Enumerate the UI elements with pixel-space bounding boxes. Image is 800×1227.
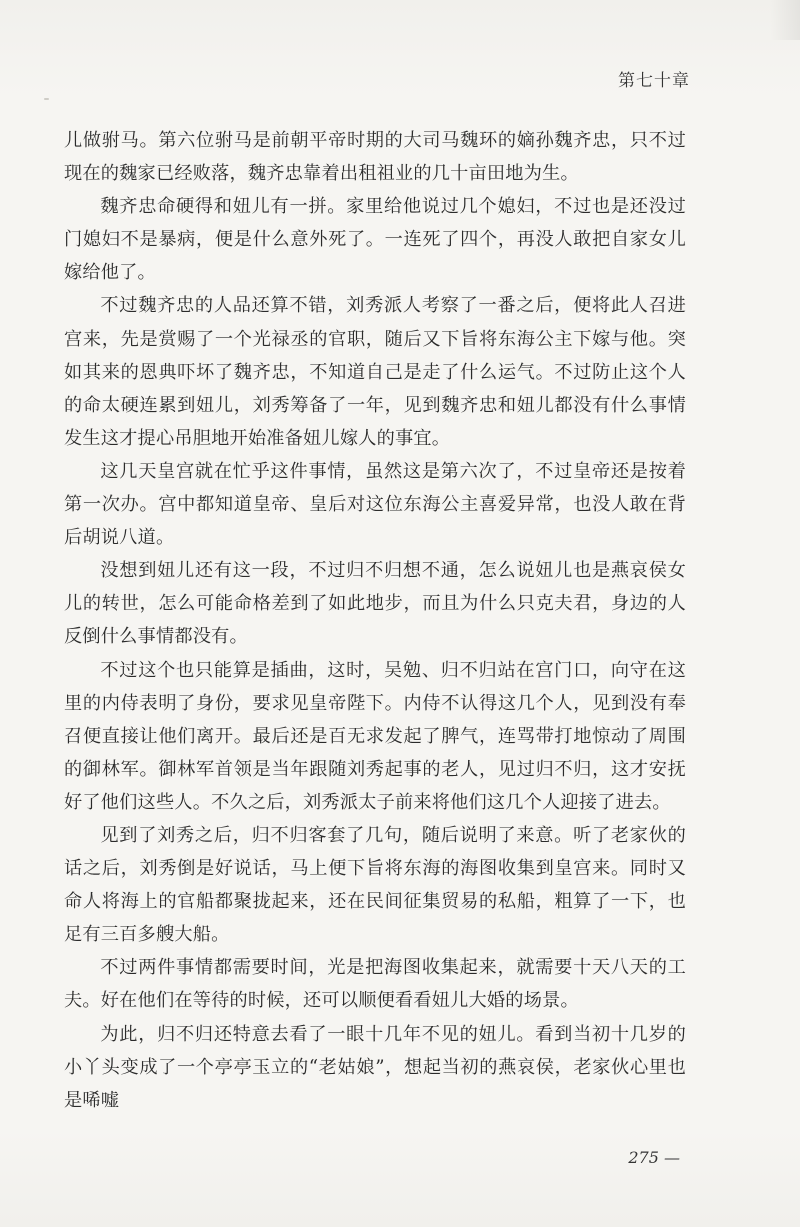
chapter-running-header: 第七十章 [618,71,690,91]
paragraph-3: 不过魏齐忠的人品还算不错，刘秀派人考察了一番之后，便将此人召进宫来，先是赏赐了一个光禄丞的官职，随后又下旨将东海公主下嫁与他。突如其来的恩典吓坏了魏齐忠，不知道自己是走了什么运气。不过防止这个人的命太硬连累到妞儿，刘秀筹备了一年，见到魏齐忠和妞儿都没有什么事情发生这才提心吊胆地开始准备妞儿嫁人的事宜。 [64,295,686,449]
page-number: 275 — [628,1148,680,1167]
paragraph-6: 不过这个也只能算是插曲，这时，吴勉、归不归站在宫门口，向守在这里的内侍表明了身份，要求见皇帝陛下。内侍不认得这几个人，见到没有奉召便直接让他们离开。最后还是百无求发起了脾气，连骂带打地惊动了周围的御林军。御林军首领是当年跟随刘秀起事的老人，见过归不归，这才安抚好了他们这些人。不久之后，刘秀派太子前来将他们这几个人迎接了进去。 [64,659,686,813]
body-text [64,124,686,1117]
paragraph-4: 这几天皇宫就在忙乎这件事情，虽然这是第六次了，不过皇帝还是按着第一次办。宫中都知道皇帝、皇后对这位东海公主喜爱异常，也没人敢在背后胡说八道。 [64,460,686,549]
paragraph-1: 儿做驸马。第六位驸马是前朝平帝时期的大司马魏环的嫡孙魏齐忠，只不过现在的魏家已经败落，魏齐忠靠着出租祖业的几十亩田地为生。 [64,130,686,185]
paragraph-7: 见到了刘秀之后，归不归客套了几句，随后说明了来意。听了老家伙的话之后，刘秀倒是好说话，马上便下旨将东海的海图收集到皇宫来。同时又命人将海上的官船都聚拢起来，还在民间征集贸易的私船，粗算了一下，也足有三百多艘大船。 [64,824,686,946]
paragraph-2: 魏齐忠命硬得和妞儿有一拼。家里给他说过几个媳妇，不过也是还没过门媳妇不是暴病，便是什么意外死了。一连死了四个，再没人敢把自家女儿嫁给他了。 [64,196,686,284]
paragraph-8: 不过两件事情都需要时间，光是把海图收集起来，就需要十天八天的工夫。好在他们在等待的时候，还可以顺便看看妞儿大婚的场景。 [64,957,686,1012]
scan-speck [44,98,49,100]
paragraph-5: 没想到妞儿还有这一段，不过归不归想不通，怎么说妞儿也是燕哀侯女儿的转世，怎么可能命格差到了如此地步，而且为什么只克夫君，身边的人反倒什么事情都没有。 [64,560,686,648]
page-edge-shadow [770,0,800,40]
paragraph-9: 为此，归不归还特意去看了一眼十几年不见的妞儿。看到当初十几岁的小丫头变成了一个亭亭玉立的“老姑娘”，想起当初的燕哀侯，老家伙心里也是唏嘘 [64,1023,686,1111]
